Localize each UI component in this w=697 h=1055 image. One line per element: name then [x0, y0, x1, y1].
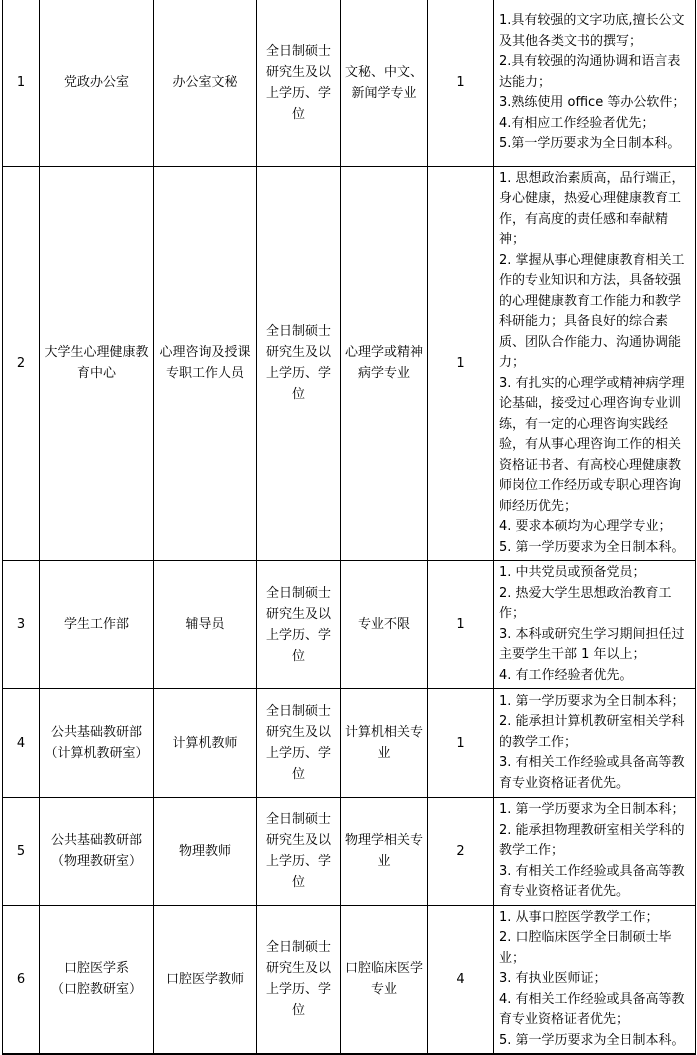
- position-name: 心理咨询及授课专职工作人员: [159, 345, 251, 382]
- education-cell: [257, 905, 341, 1054]
- requirements-cell: [494, 689, 696, 798]
- seq-number: 3: [16, 617, 26, 632]
- seq-number: 5: [16, 843, 26, 859]
- table-row: [3, 561, 696, 689]
- requirement-item: 5. 第一学历要求为全日制本科。: [499, 539, 685, 555]
- count-value: 2: [456, 843, 465, 859]
- dept-cell: [40, 905, 154, 1054]
- table-row: [3, 905, 696, 1054]
- requirements-cell: [494, 798, 696, 906]
- position-cell: [154, 166, 257, 561]
- education-text: 全日制硕士研究生及以上学历、学位: [265, 43, 331, 122]
- dept-name: 公共基础教研部: [50, 833, 142, 849]
- seq-cell: [3, 905, 40, 1054]
- major-text: 物理学相关专业: [344, 833, 423, 870]
- major-text: 专业不限: [357, 617, 410, 632]
- dept-name: 公共基础教研部: [50, 725, 142, 740]
- seq-cell: [3, 798, 40, 906]
- requirement-item: 1. 第一学历要求为全日制本科；: [499, 802, 685, 817]
- position-name: 办公室文秘: [172, 75, 238, 91]
- position-cell: [154, 798, 257, 906]
- count-value: 1: [456, 735, 465, 751]
- requirement-item: 2. 热爱大学生思想政治教育工作；: [499, 585, 672, 621]
- requirement-item: 4.有相应工作经验者优先；: [499, 115, 655, 131]
- seq-number: 6: [16, 971, 26, 987]
- seq-cell: [3, 0, 40, 166]
- requirements-cell: [494, 0, 696, 166]
- position-name: 辅导员: [185, 617, 225, 632]
- requirement-item: 3. 有相关工作经验或具备高等教育专业资格证者优先。: [499, 863, 685, 899]
- seq-number: 1: [16, 75, 26, 91]
- requirements-cell: [494, 905, 696, 1054]
- major-cell: [341, 561, 428, 689]
- table-row: [3, 798, 696, 906]
- position-name: 物理教师: [178, 843, 231, 859]
- count-cell: [428, 689, 494, 798]
- count-value: 1: [456, 355, 465, 371]
- education-text: 全日制硕士研究生及以上学历、学位: [265, 324, 331, 403]
- dept-cell: [40, 689, 154, 798]
- position-cell: [154, 689, 257, 798]
- requirement-item: 2. 掌握从事心理健康教育相关工作的专业知识和方法，具备较强的心理健康教育工作能力和教学科研能力；具备良好的综合素质、团队合作能力、沟通协调能力；: [499, 252, 685, 370]
- position-cell: [154, 561, 257, 689]
- dept-name: 大学生心理健康教育中心: [44, 345, 149, 382]
- requirement-item: 1. 思想政治素质高，品行端正，身心健康，热爱心理健康教育工作，有高度的责任感和奉献精神；: [499, 170, 685, 247]
- position-name: 计算机教师: [172, 735, 238, 751]
- dept-name: 党政办公室: [63, 75, 129, 91]
- education-text: 全日制硕士研究生及以上学历、学位: [265, 704, 331, 782]
- requirement-item: 2. 能承担物理教研室相关学科的教学工作；: [499, 822, 685, 858]
- requirements-cell: [494, 561, 696, 689]
- position-cell: [154, 905, 257, 1054]
- requirement-item: 1.具有较强的文字功底,擅长公文及其他各类文书的撰写；: [499, 13, 685, 49]
- recruitment-positions-table: [2, 0, 696, 1055]
- requirement-item: 4. 有相关工作经验或具备高等教育专业资格证者优先；: [499, 991, 685, 1027]
- major-cell: [341, 166, 428, 561]
- count-cell: [428, 798, 494, 906]
- education-text: 全日制硕士研究生及以上学历、学位: [265, 585, 331, 664]
- seq-cell: [3, 561, 40, 689]
- education-text: 全日制硕士研究生及以上学历、学位: [265, 812, 331, 891]
- table-row: [3, 0, 696, 166]
- education-cell: [257, 689, 341, 798]
- requirement-item: 1. 从事口腔医学教学工作；: [499, 909, 659, 925]
- requirement-item: 2.具有较强的沟通协调和语言表达能力；: [499, 54, 681, 90]
- seq-cell: [3, 689, 40, 798]
- seq-number: 4: [16, 735, 26, 751]
- dept-cell: [40, 0, 154, 166]
- dept-cell: [40, 166, 154, 561]
- major-text: 文秘、中文、新闻学专业: [344, 64, 423, 101]
- requirement-item: 3. 有执业医师证；: [499, 971, 607, 986]
- major-cell: [341, 905, 428, 1054]
- seq-cell: [3, 166, 40, 561]
- education-cell: [257, 0, 341, 166]
- major-cell: [341, 689, 428, 798]
- dept-name: 口腔医学系: [63, 961, 129, 977]
- table-row: [3, 166, 696, 561]
- major-text: 计算机相关专业: [344, 725, 423, 761]
- requirement-item: 4. 要求本硕均为心理学专业；: [499, 519, 672, 534]
- dept-subname: （计算机教研室）: [44, 746, 149, 761]
- requirement-item: 3. 有相关工作经验或具备高等教育专业资格证者优先。: [499, 755, 685, 791]
- requirement-item: 1. 中共党员或预备党员；: [499, 565, 646, 580]
- education-cell: [257, 561, 341, 689]
- requirement-item: 3. 有扎实的心理学或精神病学理论基础，接受过心理咨询专业训练，有一定的心理咨询实践经验，有从事心理咨询工作的相关资格证书者、有高校心理健康教师岗位工作经历或专职心理咨询师经历优先；: [499, 375, 685, 514]
- major-text: 心理学或精神病学专业: [344, 345, 423, 382]
- dept-cell: [40, 798, 154, 906]
- position-cell: [154, 0, 257, 166]
- position-name: 口腔医学教师: [165, 971, 244, 987]
- count-value: 1: [456, 75, 465, 91]
- count-cell: [428, 166, 494, 561]
- count-cell: [428, 561, 494, 689]
- requirement-item: 5.第一学历要求为全日制本科。: [499, 136, 681, 151]
- count-value: 4: [456, 971, 465, 987]
- dept-name: 学生工作部: [63, 617, 129, 632]
- dept-subname: （物理教研室）: [50, 854, 142, 870]
- major-cell: [341, 798, 428, 906]
- education-cell: [257, 166, 341, 561]
- requirements-cell: [494, 166, 696, 561]
- seq-number: 2: [16, 355, 26, 371]
- dept-subname: （口腔教研室）: [50, 982, 142, 998]
- count-value: 1: [456, 617, 465, 632]
- major-text: 口腔临床医学专业: [344, 961, 423, 998]
- education-text: 全日制硕士研究生及以上学历、学位: [265, 940, 331, 1019]
- requirement-item: 1. 第一学历要求为全日制本科；: [499, 693, 685, 709]
- requirement-item: 2. 口腔临床医学全日制硕士毕业；: [499, 930, 672, 966]
- requirement-item: 3. 本科或研究生学习期间担任过主要学生干部 1 年以上；: [499, 626, 685, 662]
- education-cell: [257, 798, 341, 906]
- requirement-item: 4. 有工作经验者优先。: [499, 667, 633, 683]
- table-row: [3, 689, 696, 798]
- major-cell: [341, 0, 428, 166]
- count-cell: [428, 0, 494, 166]
- requirement-item: 5. 第一学历要求为全日制本科。: [499, 1032, 685, 1048]
- requirement-item: 3.熟练使用 office 等办公软件；: [499, 95, 686, 110]
- count-cell: [428, 905, 494, 1054]
- requirement-item: 2. 能承担计算机教研室相关学科的教学工作；: [499, 714, 685, 750]
- dept-cell: [40, 561, 154, 689]
